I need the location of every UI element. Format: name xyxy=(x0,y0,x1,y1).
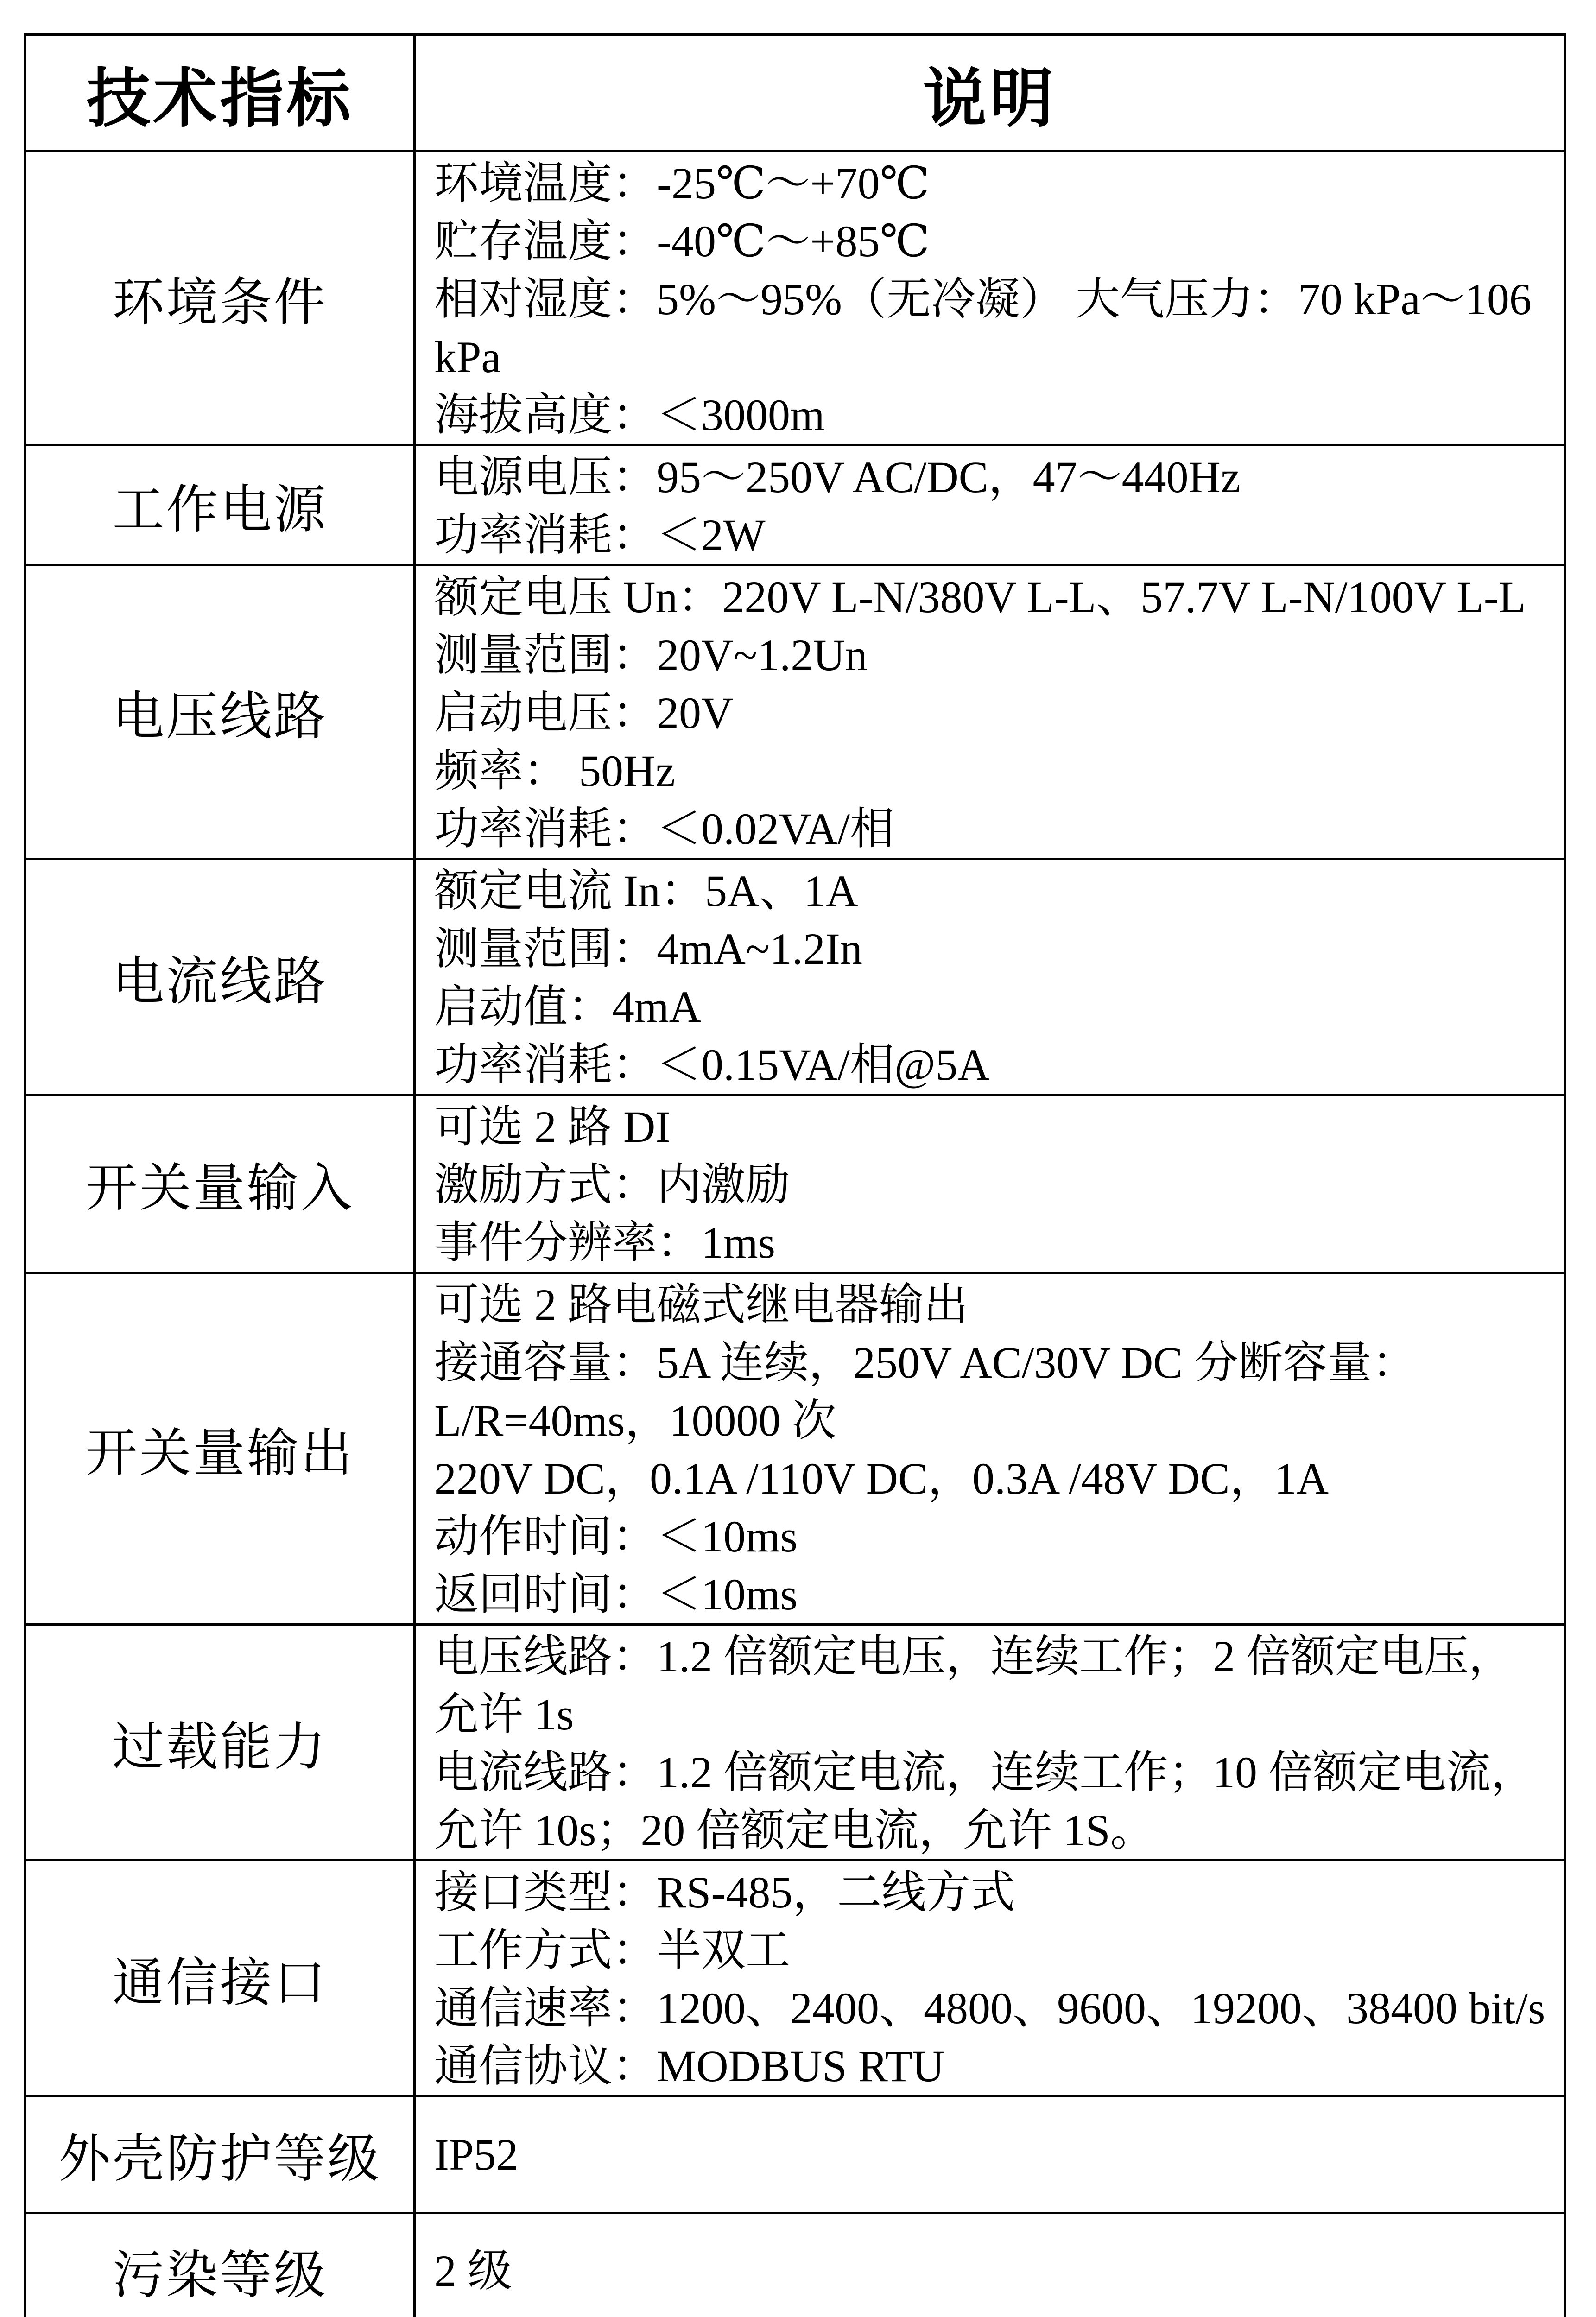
desc-line: 动作时间：＜10ms xyxy=(434,1512,798,1561)
row-label: 外壳防护等级 xyxy=(25,2096,415,2213)
table-row xyxy=(25,1095,1565,1273)
table-row xyxy=(25,1625,1565,1861)
table-row xyxy=(25,445,1565,565)
table-row xyxy=(25,859,1565,1095)
desc-line: 返回时间：＜10ms xyxy=(434,1570,798,1619)
desc-line: IP52 xyxy=(434,2130,519,2179)
desc-line: 工作方式：半双工 xyxy=(434,1925,790,1975)
row-label: 通信接口 xyxy=(25,1861,415,2096)
table-row xyxy=(25,2213,1565,2317)
desc-line: 接口类型：RS-485，二线方式 xyxy=(434,1868,1015,1917)
desc-line: 220V DC，0.1A /110V DC，0.3A /48V DC，1A xyxy=(434,1454,1329,1503)
desc-line: 频率： 50Hz xyxy=(434,746,675,796)
desc-line: 额定电压 Un：220V L-N/380V L-L、57.7V L-N/100V L-L xyxy=(434,572,1526,622)
row-label: 污染等级 xyxy=(25,2213,415,2317)
desc-line: 接通容量：5A 连续，250V AC/30V DC 分断容量：L/R=40ms，10000 次 xyxy=(434,1338,1417,1445)
desc-line: 可选 2 路电磁式继电器输出 xyxy=(434,1280,968,1329)
row-description xyxy=(415,1625,1565,1861)
row-description xyxy=(415,1273,1565,1625)
desc-line: 功率消耗：＜0.02VA/相 xyxy=(434,804,894,854)
spec-table xyxy=(24,33,1566,2317)
desc-line: 贮存温度：-40℃～+85℃ xyxy=(434,216,930,266)
desc-line: 电压线路：1.2 倍额定电压，连续工作；2 倍额定电压，允许 1s xyxy=(434,1632,1513,1739)
desc-line: 测量范围：4mA~1.2In xyxy=(434,924,862,974)
desc-line: 事件分辨率：1ms xyxy=(434,1218,776,1267)
row-description xyxy=(415,565,1565,859)
desc-line: 功率消耗：＜0.15VA/相@5A xyxy=(434,1040,990,1089)
desc-line: 测量范围：20V~1.2Un xyxy=(434,630,868,680)
row-description xyxy=(415,1861,1565,2096)
desc-line: 电流线路：1.2 倍额定电流，连续工作；10 倍额定电流，允许 10s；20 倍额定电流，允许 1S。 xyxy=(434,1747,1535,1855)
desc-line: 可选 2 路 DI xyxy=(434,1102,671,1152)
row-description xyxy=(415,1095,1565,1273)
row-label: 过载能力 xyxy=(25,1625,415,1861)
row-label: 开关量输出 xyxy=(25,1273,415,1625)
desc-line: 激励方式：内激励 xyxy=(434,1160,790,1209)
desc-line: 相对湿度：5%～95%（无冷凝） 大气压力：70 kPa～106 kPa xyxy=(434,274,1532,382)
row-description xyxy=(415,859,1565,1095)
row-label: 电压线路 xyxy=(25,565,415,859)
row-description xyxy=(415,2096,1565,2213)
row-label: 开关量输入 xyxy=(25,1095,415,1273)
desc-line: 环境温度：-25℃～+70℃ xyxy=(434,158,930,208)
row-label: 电流线路 xyxy=(25,859,415,1095)
row-label: 工作电源 xyxy=(25,445,415,565)
desc-line: 海拔高度：＜3000m xyxy=(434,390,825,440)
table-row xyxy=(25,152,1565,445)
row-description xyxy=(415,2213,1565,2317)
header-description: 说明 xyxy=(415,35,1565,152)
table-row xyxy=(25,1861,1565,2096)
desc-line: 功率消耗：＜2W xyxy=(434,510,766,560)
row-description xyxy=(415,445,1565,565)
desc-line: 通信速率：1200、2400、4800、9600、19200、38400 bit/s xyxy=(434,1983,1545,2033)
table-row xyxy=(25,2096,1565,2213)
desc-line: 通信协议：MODBUS RTU xyxy=(434,2041,944,2091)
table-row xyxy=(25,565,1565,859)
desc-line: 额定电流 In：5A、1A xyxy=(434,866,858,916)
table-header-row xyxy=(25,35,1565,152)
table-row xyxy=(25,1273,1565,1625)
desc-line: 启动值：4mA xyxy=(434,982,701,1032)
row-label: 环境条件 xyxy=(25,152,415,445)
desc-line: 启动电压：20V xyxy=(434,688,734,738)
row-description xyxy=(415,152,1565,445)
desc-line: 电源电压：95～250V AC/DC，47～440Hz xyxy=(434,452,1241,502)
header-spec-item: 技术指标 xyxy=(25,35,415,152)
desc-line: 2 级 xyxy=(434,2246,512,2296)
